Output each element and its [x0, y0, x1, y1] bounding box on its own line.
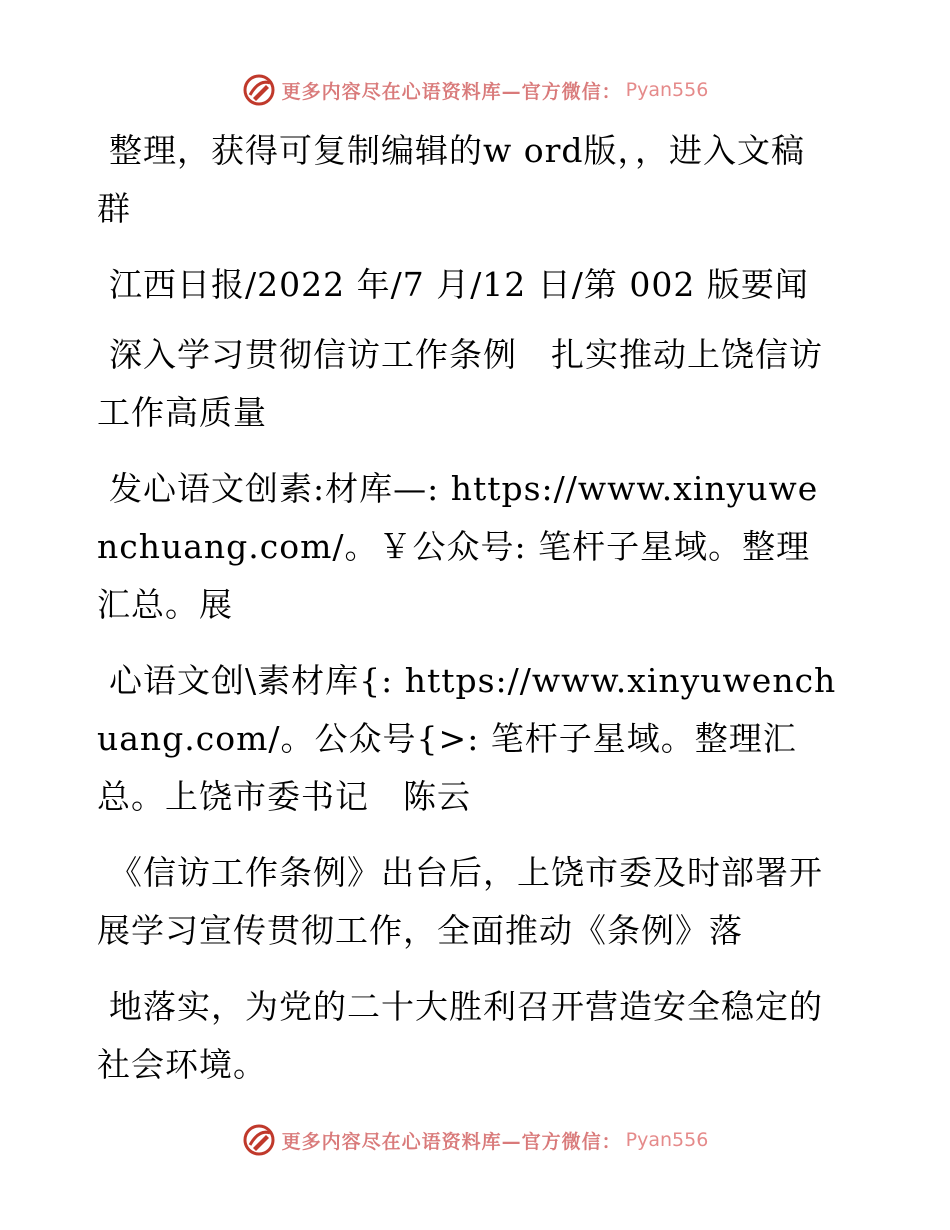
- banner-text: 更多内容尽在心语资料库—官方微信：: [281, 1130, 622, 1153]
- paragraph-source: 江西日报/2022 年/7 月/12 日/第 002 版要闻: [109, 265, 809, 304]
- paragraph-notice-2: 心语文创\素材库{: https://www.xinyuwenchuang.com/。公众号{>: 笔杆子星域。整理汇总。上饶市委书记 陈云: [97, 661, 837, 816]
- banner-wechat-id: Pyan556: [625, 1129, 709, 1151]
- paragraph-intro: 整理，获得可复制编辑的w ord版，，进入文稿群: [97, 131, 806, 228]
- banner-wechat-id: Pyan556: [625, 79, 709, 101]
- article-title: 深入学习贯彻信访工作条例 扎实推动上饶信访工作高质量: [97, 335, 823, 432]
- banner-text: 更多内容尽在心语资料库—官方微信：: [281, 80, 622, 103]
- paragraph-body-2: 地落实，为党的二十大胜利召开营造安全稳定的社会环境。: [97, 987, 823, 1084]
- paragraph-notice-1: 发心语文创素:材库—: https://www.xinyuwenchuang.com/。￥公众号: 笔杆子星域。整理汇总。展: [97, 469, 819, 624]
- logo-icon: [242, 1123, 276, 1157]
- document-body: [97, 122, 837, 1112]
- footer-banner: [0, 1120, 950, 1160]
- header-banner: [0, 70, 950, 110]
- paragraph-body-1: 《信访工作条例》出台后，上饶市委及时部署开展学习宣传贯彻工作，全面推动《条例》落: [97, 853, 823, 950]
- logo-icon: [242, 73, 276, 107]
